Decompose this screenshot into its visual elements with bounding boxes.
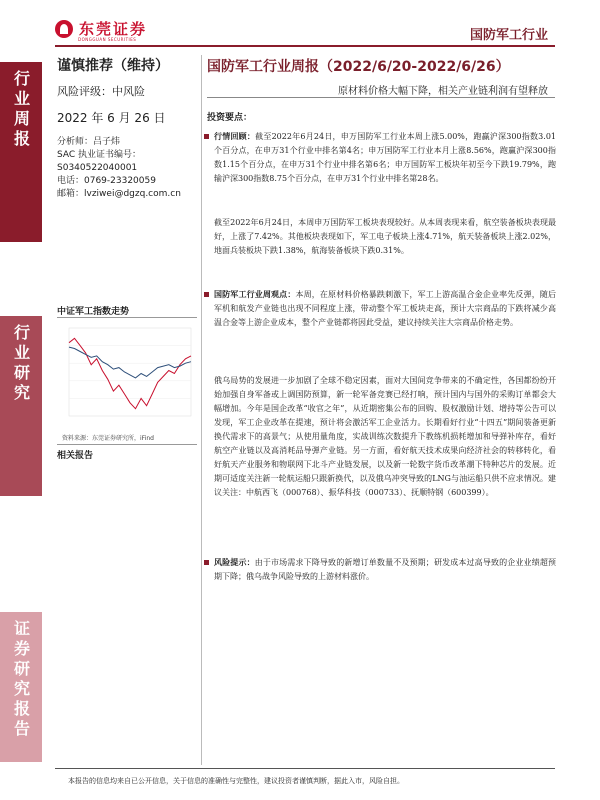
paragraph-sector-performance xyxy=(214,216,556,258)
disclaimer: 本报告的信息均来自已公开信息，关于信息的准确性与完整性，建议投资者谨慎判断，据此入市，风险自担。 xyxy=(68,777,404,785)
bullet-icon xyxy=(204,560,209,565)
industry-label: 国防军工行业 xyxy=(469,28,548,43)
paragraph-text: 俄乌局势的发展进一步加剧了全球不稳定因素，面对大国间竞争带来的不确定性，各国都纷纷开始加强自身军备或上调国防预算，新一轮军备竞赛已经打响，预计国内与国外的采购订单都会大幅增加。今年是国企改革“收官之年”，从近期密集公布的回购、股权激励计划、增持等公告可以发现，军工企业改革在提速，预计将会激活军工企业活力。长期看好行业“十四五”期间装备更新换代需求下的高景气；从使用量角度，实战训练次数提升下教练机损耗增加和导弹补库存，看好航空产业链以及高消耗品导弹产业链。另一方面，看好航天技术成果向经济社会的转移转化，看好航天产业服务和物联网下北斗产业链发展，以及新一轮数字货币改革潮下特种芯片的发展。近期可适度关注新一轮航运船只跟新换代，以及俄乌冲突导致的LNG与油运船只供不应求情况。建议关注：中航西飞（000768）、振华科技（000733）、抚顺特钢（600399）。 xyxy=(214,376,556,497)
left-column xyxy=(57,55,197,201)
brand-name: 东莞证券 xyxy=(79,20,148,38)
analyst-phone: 电话：0769-23320059 xyxy=(57,176,156,186)
sidebar xyxy=(0,0,42,800)
chart-series-line-0 xyxy=(69,338,191,408)
related-reports-heading: 相关报告 xyxy=(57,451,94,461)
sidebar-label: 行业研究 xyxy=(11,324,31,404)
sidebar-block-research xyxy=(0,316,42,496)
sidebar-label: 行业周报 xyxy=(11,70,31,150)
key-points-heading: 投资要点： xyxy=(207,113,253,123)
footer-divider xyxy=(55,768,555,769)
risk-rating: 风险评级：中风险 xyxy=(57,85,145,98)
sac-number: S0340522040001 xyxy=(57,163,138,173)
paragraph-head: 行情回顾： xyxy=(214,132,256,141)
report-title: 国防军工行业周报（2022/6/20-2022/6/26） xyxy=(207,59,510,75)
rating: 谨慎推荐（维持） xyxy=(57,58,169,74)
chart-top-divider xyxy=(57,317,197,318)
bullet-icon xyxy=(204,134,209,139)
sidebar-label: 证券研究报告 xyxy=(11,620,31,740)
sac-label: SAC 执业证书编号： xyxy=(57,150,142,160)
paragraph-text: 截至2022年6月24日，申万国防军工行业本周上涨5.00%，跑赢沪深300指数3.01个百分点，在申万31个行业中排名第4名；申万国防军工行业本月上涨8.56%，跑赢沪深300指数1.15个百分点，在申万31个行业中排名第6名；申万国防军工板块年初至今下跌19.79%，跑输沪深300指数8.75个百分点，在申万31个行业中排名第28名。 xyxy=(214,132,556,183)
chart-bottom-divider xyxy=(57,444,197,445)
paragraph-weekly-view xyxy=(214,288,556,330)
analyst-name: 分析师：吕子炜 xyxy=(57,137,121,147)
title-divider xyxy=(207,97,555,98)
brand-logo-icon xyxy=(55,20,73,38)
paragraph-market-review xyxy=(214,130,556,186)
chart-title: 中证军工指数走势 xyxy=(57,307,130,317)
paragraph-head: 国防军工行业周观点： xyxy=(214,290,296,299)
analyst-contact xyxy=(57,136,197,201)
paragraph-text: 截至2022年6月24日，本周申万国防军工板块表现较好。从本周表现来看，航空装备板块表现最好，上涨了7.42%。其他板块表现如下，军工电子板块上涨4.71%，航天装备板块上涨2.02%，地面兵装板块下跌1.38%，航海装备板块下跌0.31%。 xyxy=(214,218,556,255)
chart-series-line-1 xyxy=(69,347,191,378)
index-trend-chart xyxy=(57,320,197,430)
paragraph-text: 由于市场需求下降导致的新增订单数量不及预期；研发成本过高导致的企业业绩超预期下降；俄乌战争风险导致的上游材料涨价。 xyxy=(214,558,556,581)
sidebar-block-weekly xyxy=(0,62,42,242)
report-subtitle: 原材料价格大幅下降，相关产业链利润有望释放 xyxy=(338,86,548,97)
paragraph-risk xyxy=(214,556,556,584)
paragraph-text: 本周，在原材料价格暴跌刺激下，军工上游高温合金企业率先反弹，随后军机和航发产业链也出现不同程度上涨，带动整个军工板块走高，预计大宗商品的下跌将减少高温合金等上游企业成本，整个产业链都将因此受益，建议持续关注大宗商品价格走势。 xyxy=(214,290,557,327)
column-divider xyxy=(201,55,202,765)
chart-source: 资料来源：东莞证券研究所，iFind xyxy=(62,435,154,442)
analyst-email: 邮箱：lvziwei@dgzq.com.cn xyxy=(57,189,181,199)
report-date: 2022 年 6 月 26 日 xyxy=(57,111,166,125)
header-divider xyxy=(55,45,555,47)
brand-subtitle: DONGGUAN SECURITIES xyxy=(78,37,137,42)
paragraph-head: 风险提示： xyxy=(214,558,255,567)
brand-logo xyxy=(55,18,147,39)
sidebar-block-report xyxy=(0,612,42,762)
paragraph-outlook xyxy=(214,374,556,500)
bullet-icon xyxy=(204,292,209,297)
